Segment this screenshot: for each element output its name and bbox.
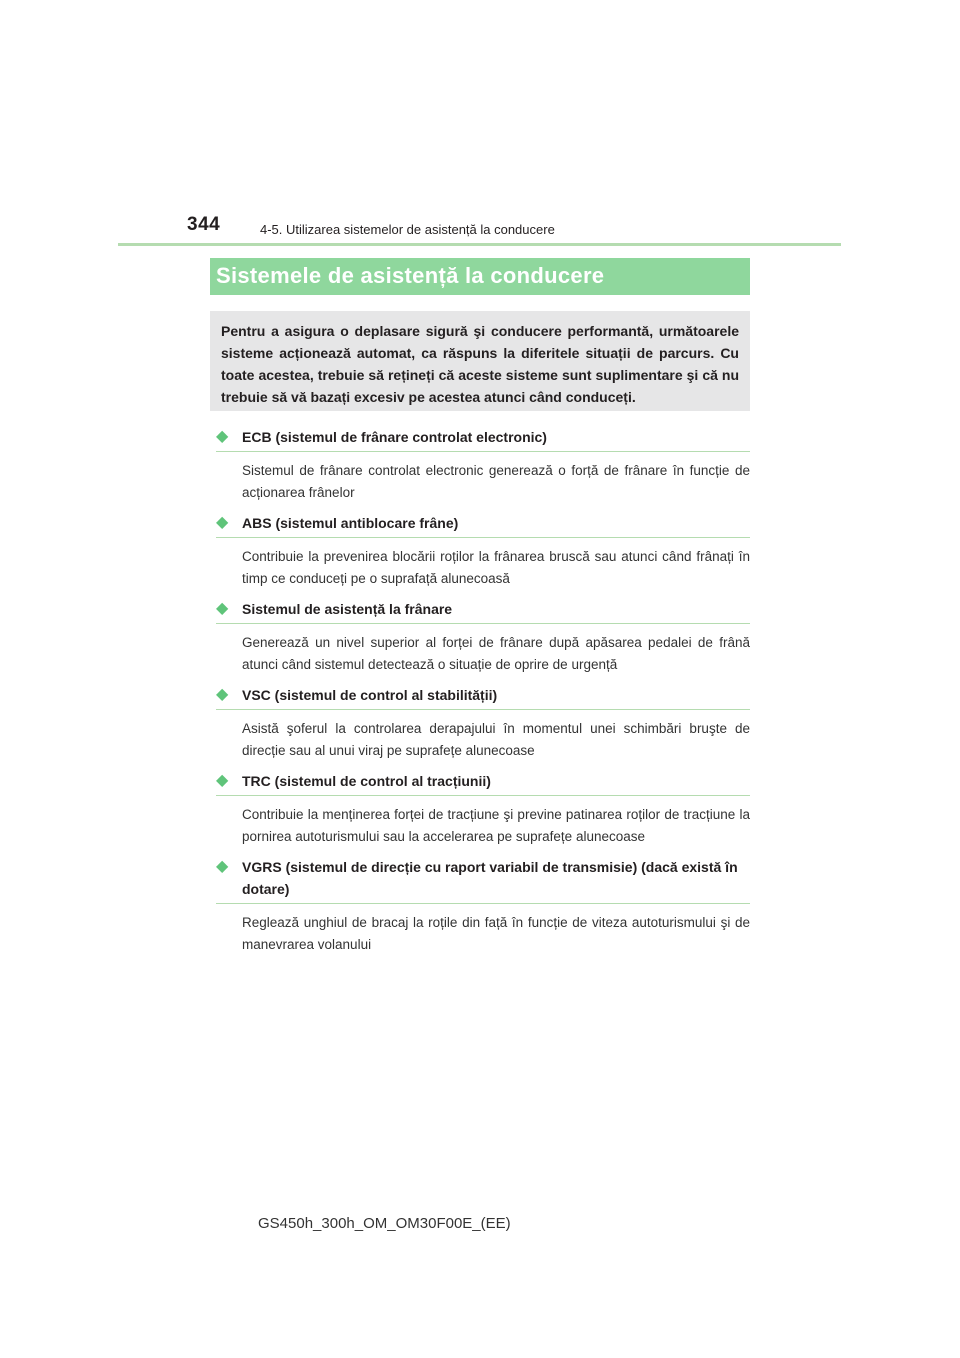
diamond-icon: ◆ — [216, 686, 229, 703]
item-header — [216, 856, 750, 904]
item-header — [216, 770, 750, 796]
page-number: 344 — [187, 214, 221, 235]
page-title: Sistemele de asistență la conducere — [216, 263, 605, 288]
systems-list — [216, 426, 750, 964]
item-description: Contribuie la prevenirea blocării roților la frânarea bruscă sau atunci când frânați în timp ce conduceți pe o suprafață alunecoasă — [242, 549, 750, 586]
item-title: TRC (sistemul de control al tracțiunii) — [242, 773, 491, 789]
diamond-icon: ◆ — [216, 600, 229, 617]
section-title: 4-5. Utilizarea sistemelor de asistență la conducere — [260, 222, 555, 237]
item-title: VGRS (sistemul de direcție cu raport variabil de transmisie) (dacă există în dotare) — [242, 859, 738, 897]
list-item — [216, 426, 750, 504]
item-description: Contribuie la menținerea forței de tracțiune şi previne patinarea roților de tracțiune la pornirea autoturismului sau la accelerarea pe suprafețe alunecoase — [242, 807, 750, 844]
page-title-bar — [210, 258, 750, 295]
item-title: ABS (sistemul antiblocare frâne) — [242, 515, 459, 531]
item-description: Generează un nivel superior al forței de frânare după apăsarea pedalei de frână atunci când sistemul detectează o situație de oprire de urgență — [242, 635, 750, 672]
diamond-icon: ◆ — [216, 514, 229, 531]
item-title: Sistemul de asistență la frânare — [242, 601, 453, 617]
list-item — [216, 770, 750, 848]
item-title: VSC (sistemul de control al stabilității) — [242, 687, 498, 703]
list-item — [216, 684, 750, 762]
list-item — [216, 512, 750, 590]
document-code-footer: GS450h_300h_OM_OM30F00E_(EE) — [258, 1215, 511, 1232]
item-description: Reglează unghiul de bracaj la roțile din față în funcție de viteza autoturismului şi de manevrarea volanului — [242, 915, 750, 952]
diamond-icon: ◆ — [216, 858, 229, 875]
item-header — [216, 426, 750, 452]
item-header — [216, 512, 750, 538]
item-title: ECB (sistemul de frânare controlat electronic) — [242, 429, 547, 445]
item-description: Asistă şoferul la controlarea derapajului în momentul unei schimbări bruşte de direcție sau al unui viraj pe suprafețe alunecoase — [242, 721, 750, 758]
diamond-icon: ◆ — [216, 772, 229, 789]
item-description: Sistemul de frânare controlat electronic generează o forță de frânare în funcție de acționarea frânelor — [242, 463, 750, 500]
intro-box: Pentru a asigura o deplasare sigură şi conducere performantă, următoarele sisteme acționează automat, ca răspuns la diferitele situații de parcurs. Cu toate acestea, trebuie să rețineți că aceste sisteme sunt suplimentare şi că nu trebuie să vă bazați excesiv pe acestea atunci când conduceți. — [210, 311, 750, 411]
header-divider — [118, 243, 841, 246]
diamond-icon: ◆ — [216, 428, 229, 445]
list-item — [216, 598, 750, 676]
item-header — [216, 598, 750, 624]
list-item — [216, 856, 750, 956]
item-header — [216, 684, 750, 710]
